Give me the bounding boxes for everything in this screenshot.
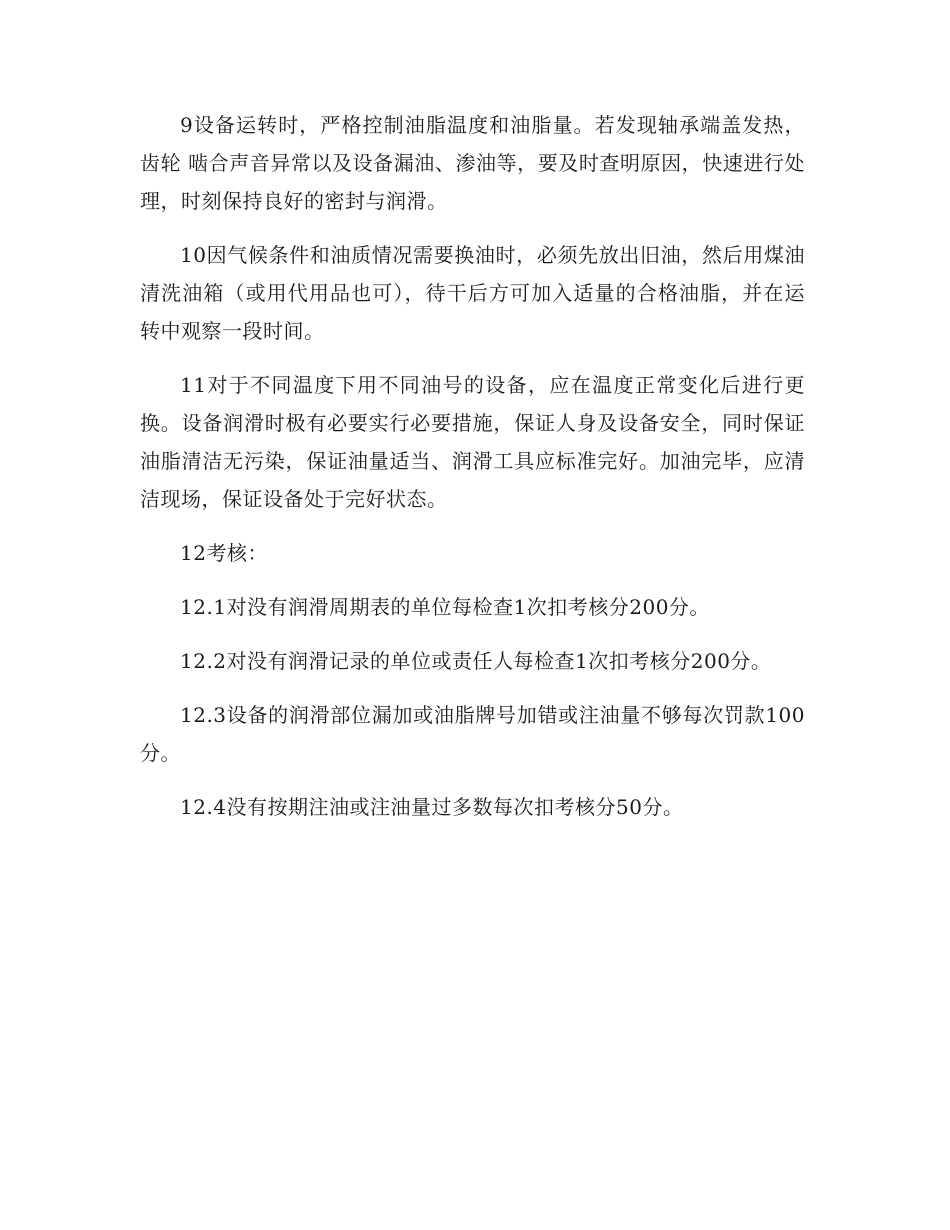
paragraph-12-3: 12.3设备的润滑部位漏加或油脂牌号加错或注油量不够每次罚款100分。 [140,703,805,765]
paragraph-12-4: 12.4没有按期注油或注油量过多数每次扣考核分50分。 [180,795,684,819]
paragraph-12-2: 12.2对没有润滑记录的单位或责任人每检查1次扣考核分200分。 [180,649,772,673]
paragraph-10: 10因气候条件和油质情况需要换油时，必须先放出旧油，然后用煤油清洗油箱（或用代用品也可），待干后方可加入适量的合格油脂，并在运转中观察一段时间。 [140,243,805,343]
paragraph-12-heading: 12考核： [180,541,268,565]
paragraph-11: 11对于不同温度下用不同油号的设备，应在温度正常变化后进行更换。设备润滑时极有必要实行必要措施，保证人身及设备安全，同时保证油脂清洁无污染，保证油量适当、润滑工具应标准完好。加油完毕，应清洁现场，保证设备处于完好状态。 [140,373,805,511]
paragraph-12-1: 12.1对没有润滑周期表的单位每检查1次扣考核分200分。 [180,595,710,619]
paragraph-9: 9设备运转时，严格控制油脂温度和油脂量。若发现轴承端盖发热，齿轮 啮合声音异常以及设备漏油、渗油等，要及时查明原因，快速进行处理，时刻保持良好的密封与润滑。 [140,113,805,213]
document-body [140,106,805,842]
